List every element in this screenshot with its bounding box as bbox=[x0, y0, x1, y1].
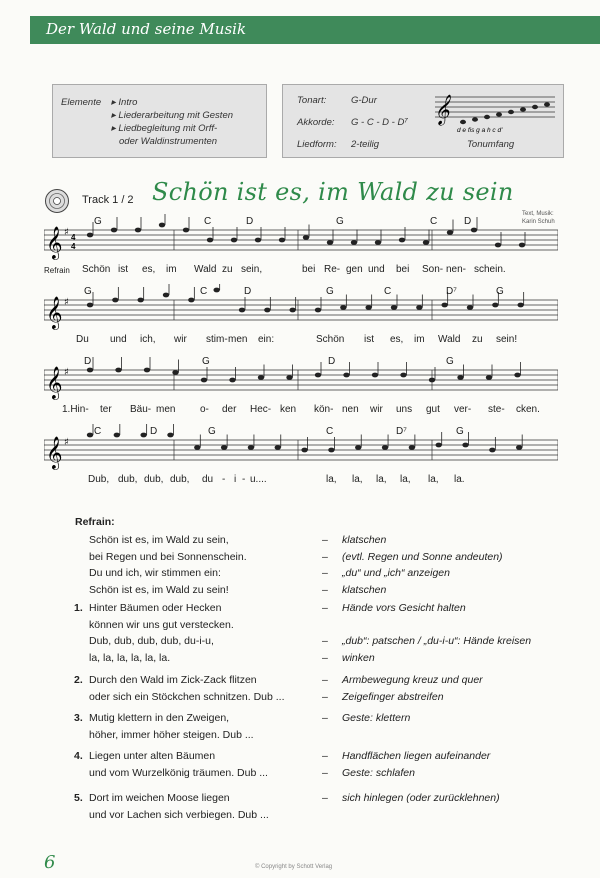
note-head bbox=[289, 308, 295, 313]
note-head bbox=[486, 375, 492, 380]
section-title: Der Wald und seine Musik bbox=[46, 20, 247, 38]
note-head bbox=[172, 370, 178, 375]
verse-action: Handflächen liegen aufeinander bbox=[342, 750, 491, 762]
tonart-label: Tonart: bbox=[297, 95, 327, 106]
action-dash: – bbox=[322, 792, 328, 804]
action-dash: – bbox=[322, 766, 328, 779]
chord-symbol: G bbox=[326, 286, 334, 297]
refrain-heading: Refrain: bbox=[75, 516, 115, 528]
lyric-syllable: o- bbox=[200, 404, 209, 415]
lyric-syllable: men bbox=[228, 334, 248, 345]
note-head bbox=[399, 238, 405, 243]
note-head bbox=[375, 240, 381, 245]
lyric-syllable: Wald bbox=[194, 264, 217, 275]
note-head bbox=[416, 305, 422, 310]
note-head bbox=[183, 228, 189, 233]
lyric-syllable: 1.Hin- bbox=[62, 404, 89, 415]
lyric-syllable: cken. bbox=[516, 404, 540, 415]
action-dash: – bbox=[322, 712, 328, 724]
lyric-syllable: - bbox=[242, 474, 246, 485]
refrain-action: klatschen bbox=[342, 534, 387, 546]
note-head bbox=[409, 445, 415, 450]
lyric-syllable: wir bbox=[174, 334, 187, 345]
note-head bbox=[423, 240, 429, 245]
lyric-syllable: la, bbox=[376, 474, 387, 485]
verse-line: Mutig klettern in den Zweigen, bbox=[89, 712, 230, 724]
note-head bbox=[343, 373, 349, 378]
verse-number: 2. bbox=[74, 674, 83, 686]
elemente-2: ▸ Liederarbeitung mit Gesten bbox=[111, 110, 234, 121]
note-head bbox=[115, 368, 121, 373]
verse-action: winken bbox=[342, 651, 375, 664]
note-head bbox=[229, 378, 235, 383]
note-head bbox=[135, 228, 141, 233]
lyric-syllable: Hec- bbox=[250, 404, 272, 415]
lyric-syllable: ein: bbox=[258, 334, 275, 345]
lyric-syllable: Schön bbox=[316, 334, 345, 345]
chord-symbol: D⁷ bbox=[396, 426, 407, 437]
note-head bbox=[495, 243, 501, 248]
lyric-syllable: Schön bbox=[82, 264, 111, 275]
action-dash: – bbox=[322, 567, 328, 579]
cd-icon bbox=[44, 188, 70, 214]
copyright: © Copyright by Schott Verlag bbox=[255, 864, 333, 870]
lyric-syllable: sein! bbox=[496, 334, 518, 345]
lyric-syllable: la, bbox=[400, 474, 411, 485]
elemente-4: oder Waldinstrumenten bbox=[119, 136, 218, 147]
note-head bbox=[517, 303, 523, 308]
note-head bbox=[239, 308, 245, 313]
lyric-syllable: es, bbox=[390, 334, 404, 345]
treble-clef-icon: 𝄞 bbox=[46, 226, 63, 259]
chord-symbol: C bbox=[204, 216, 212, 227]
note-head bbox=[255, 238, 261, 243]
verse-action: Geste: klettern bbox=[342, 712, 411, 724]
key-signature-icon: ♯ bbox=[64, 227, 69, 238]
action-dash: – bbox=[322, 651, 328, 664]
note-head bbox=[315, 308, 321, 313]
treble-clef-icon: 𝄞 bbox=[46, 296, 63, 329]
lyric-syllable: bei bbox=[302, 264, 316, 275]
lyric-syllable: es, bbox=[142, 264, 156, 275]
song-title: Schön ist es, im Wald zu sein bbox=[152, 178, 514, 206]
note-head bbox=[519, 243, 525, 248]
lyric-syllable: ter bbox=[100, 404, 112, 415]
refrain-line: Du und ich, wir stimmen ein: bbox=[89, 567, 221, 579]
song-info-box bbox=[282, 84, 564, 158]
note-head bbox=[231, 238, 237, 243]
liedform-value: 2-teilig bbox=[351, 139, 379, 150]
note-head bbox=[340, 305, 346, 310]
treble-clef-icon: 𝄞 bbox=[46, 366, 63, 399]
note-head bbox=[457, 375, 463, 380]
time-signature-icon: 4 bbox=[71, 242, 76, 251]
refrain-line: Schön ist es, im Wald zu sein, bbox=[89, 534, 229, 546]
lyric-syllable: im bbox=[166, 264, 177, 275]
chord-symbol: G bbox=[94, 216, 102, 227]
lyric-syllable: Wald bbox=[438, 334, 461, 345]
lyric-syllable: ken bbox=[280, 404, 297, 415]
note-head bbox=[492, 303, 498, 308]
svg-text:𝄞: 𝄞 bbox=[434, 95, 450, 125]
chord-symbol: D⁷ bbox=[446, 286, 457, 297]
chord-symbol: D bbox=[84, 356, 92, 367]
lyric-syllable: i bbox=[234, 474, 237, 485]
lyric-syllable: dub, bbox=[144, 474, 164, 485]
lyric-syllable: du bbox=[202, 474, 214, 485]
lyric-syllable: zu bbox=[472, 334, 483, 345]
verse-line: höher, immer höher steigen. Dub ... bbox=[89, 728, 254, 741]
note-head bbox=[315, 373, 321, 378]
refrain-marker: Refrain bbox=[44, 266, 70, 275]
track-indicator bbox=[44, 188, 164, 214]
treble-clef-icon: 𝄞 bbox=[46, 436, 63, 469]
lyric-syllable: gen bbox=[346, 264, 363, 275]
akkorde-label: Akkorde: bbox=[297, 117, 335, 128]
chord-symbol: D bbox=[150, 426, 158, 437]
note-head bbox=[87, 433, 93, 438]
note-head bbox=[201, 378, 207, 383]
lyric-syllable: bei bbox=[396, 264, 410, 275]
action-dash: – bbox=[322, 750, 328, 762]
lyric-syllable: nen bbox=[342, 404, 359, 415]
note-head bbox=[447, 230, 453, 235]
note-head bbox=[365, 305, 371, 310]
lyric-syllable: men bbox=[156, 404, 176, 415]
lyric-syllable: Re- bbox=[324, 264, 341, 275]
lyric-syllable: ver- bbox=[454, 404, 472, 415]
lyric-syllable: la. bbox=[454, 474, 465, 485]
chord-symbol: D bbox=[328, 356, 336, 367]
range-note-names: d e fis g a h c d' bbox=[457, 127, 503, 134]
verse-line: Dub, dub, dub, dub, du-i-u, bbox=[89, 635, 214, 647]
lyric-syllable: nen- bbox=[446, 264, 467, 275]
music-staff-4 bbox=[44, 424, 558, 494]
note-head bbox=[87, 233, 93, 238]
note-head bbox=[248, 445, 254, 450]
action-dash: – bbox=[322, 550, 328, 563]
note-head bbox=[207, 238, 213, 243]
lyric-syllable: Son- bbox=[422, 264, 444, 275]
verse-action: sich hinlegen (oder zurücklehnen) bbox=[342, 792, 500, 804]
song-credit: Text, Musik: Karin Schuh bbox=[522, 211, 555, 225]
note-head bbox=[275, 445, 281, 450]
refrain-line: bei Regen und bei Sonnenschein. bbox=[89, 550, 247, 563]
key-signature-icon: ♯ bbox=[64, 367, 69, 378]
note-head bbox=[159, 223, 165, 228]
note-head bbox=[258, 375, 264, 380]
lyric-syllable: Du bbox=[76, 334, 89, 345]
action-dash: – bbox=[322, 602, 328, 614]
verse-line: und vom Wurzelkönig träumen. Dub ... bbox=[89, 766, 268, 779]
lyric-syllable: zu bbox=[222, 264, 233, 275]
refrain-action: (evtl. Regen und Sonne andeuten) bbox=[342, 550, 503, 563]
key-signature-icon: ♯ bbox=[64, 297, 69, 308]
note-head bbox=[328, 448, 334, 453]
lyric-syllable: Dub, bbox=[88, 474, 110, 485]
note-head bbox=[400, 373, 406, 378]
lyric-syllable: ste- bbox=[488, 404, 505, 415]
section-header bbox=[30, 16, 600, 44]
lyric-syllable: uns bbox=[396, 404, 413, 415]
note-head bbox=[112, 298, 118, 303]
action-dash: – bbox=[322, 583, 328, 596]
chord-symbol: D bbox=[244, 286, 252, 297]
music-staff-1 bbox=[44, 214, 558, 284]
note-head bbox=[137, 298, 143, 303]
chord-symbol: C bbox=[384, 286, 392, 297]
chord-symbol: G bbox=[456, 426, 464, 437]
note-head bbox=[382, 445, 388, 450]
refrain-action: klatschen bbox=[342, 583, 387, 596]
chord-symbol: C bbox=[326, 426, 334, 437]
verse-line: la, la, la, la, la, la. bbox=[89, 651, 171, 664]
lyric-syllable: ist bbox=[118, 264, 128, 275]
verse-number: 3. bbox=[74, 712, 83, 724]
lyric-syllable: Bäu- bbox=[130, 404, 152, 415]
note-head bbox=[140, 433, 146, 438]
note-head bbox=[441, 303, 447, 308]
note-head bbox=[351, 240, 357, 245]
page-number: 6 bbox=[44, 852, 56, 873]
note-head bbox=[114, 433, 120, 438]
verse-number: 4. bbox=[74, 750, 83, 762]
lyric-syllable: kön- bbox=[314, 404, 334, 415]
note-head bbox=[87, 303, 93, 308]
chord-symbol: G bbox=[202, 356, 210, 367]
akkorde-value: G - C - D - D⁷ bbox=[351, 117, 408, 128]
tonumfang-label: Tonumfang bbox=[467, 139, 515, 150]
chord-symbol: G bbox=[496, 286, 504, 297]
verse-action: Geste: schlafen bbox=[342, 766, 415, 779]
verse-action: Hände vors Gesicht halten bbox=[342, 602, 466, 614]
refrain-line: Schön ist es, im Wald zu sein! bbox=[89, 583, 229, 596]
note-head bbox=[489, 448, 495, 453]
note-head bbox=[355, 445, 361, 450]
staff-svg bbox=[44, 354, 558, 424]
action-dash: – bbox=[322, 690, 328, 703]
liedform-label: Liedform: bbox=[297, 139, 337, 150]
verse-number: 1. bbox=[74, 602, 83, 614]
note-head bbox=[264, 308, 270, 313]
note-head bbox=[303, 235, 309, 240]
note-head bbox=[429, 378, 435, 383]
lyric-syllable: ich, bbox=[140, 334, 156, 345]
lyric-syllable: la, bbox=[428, 474, 439, 485]
note-head bbox=[163, 293, 169, 298]
lyric-syllable: im bbox=[414, 334, 425, 345]
lyric-syllable: der bbox=[222, 404, 237, 415]
note-head bbox=[221, 445, 227, 450]
note-head bbox=[111, 228, 117, 233]
verse-number: 5. bbox=[74, 792, 83, 804]
verse-line: oder sich ein Stöckchen schnitzen. Dub ... bbox=[89, 690, 285, 703]
chord-symbol: G bbox=[84, 286, 92, 297]
verse-action: Armbewegung kreuz und quer bbox=[342, 674, 483, 686]
verse-line: Durch den Wald im Zick-Zack flitzen bbox=[89, 674, 257, 686]
music-staff-3 bbox=[44, 354, 558, 424]
lyric-syllable: dub, bbox=[118, 474, 138, 485]
refrain-action: „du“ und „ich“ anzeigen bbox=[342, 567, 450, 579]
tonart-value: G-Dur bbox=[351, 95, 377, 106]
note-head bbox=[144, 368, 150, 373]
note-head bbox=[167, 433, 173, 438]
lyric-syllable: und bbox=[368, 264, 385, 275]
lyric-syllable: wir bbox=[370, 404, 383, 415]
chord-symbol: G bbox=[446, 356, 454, 367]
note-head bbox=[327, 240, 333, 245]
time-signature-icon: 4 bbox=[71, 233, 76, 242]
note-head bbox=[391, 305, 397, 310]
note-head bbox=[301, 448, 307, 453]
chord-symbol: D bbox=[464, 216, 472, 227]
lyric-syllable: sein, bbox=[241, 264, 263, 275]
elemente-1: ▸ Intro bbox=[111, 97, 138, 108]
note-head bbox=[462, 443, 468, 448]
verse-line: Hinter Bäumen oder Hecken bbox=[89, 602, 222, 614]
note-head bbox=[279, 238, 285, 243]
lyric-syllable: dub, bbox=[170, 474, 190, 485]
chord-symbol: D bbox=[246, 216, 254, 227]
lyric-syllable: la, bbox=[326, 474, 337, 485]
lyric-syllable: ist bbox=[364, 334, 374, 345]
elemente-label: Elemente bbox=[61, 97, 102, 108]
key-signature-icon: ♯ bbox=[64, 437, 69, 448]
note-head bbox=[514, 373, 520, 378]
note-head bbox=[467, 305, 473, 310]
chord-symbol: C bbox=[430, 216, 438, 227]
note-head bbox=[436, 443, 442, 448]
note-head bbox=[516, 445, 522, 450]
verse-line: Liegen unter alten Bäumen bbox=[89, 750, 216, 762]
lyric-syllable: stim- bbox=[206, 334, 228, 345]
lyric-syllable: la, bbox=[352, 474, 363, 485]
note-head bbox=[471, 228, 477, 233]
verse-line: und vor Lachen sich verbiegen. Dub ... bbox=[89, 808, 269, 821]
note-head bbox=[188, 298, 194, 303]
verse-line: Dort im weichen Moose liegen bbox=[89, 792, 230, 804]
lyric-syllable: - bbox=[222, 474, 226, 485]
note-head bbox=[213, 288, 219, 293]
lyric-syllable: schein. bbox=[474, 264, 506, 275]
track-label: Track 1 / 2 bbox=[82, 194, 134, 206]
note-head bbox=[87, 368, 93, 373]
note-head bbox=[372, 373, 378, 378]
chord-symbol: C bbox=[200, 286, 208, 297]
elements-box bbox=[52, 84, 267, 158]
range-staff-icon bbox=[433, 89, 558, 135]
chord-symbol: C bbox=[94, 426, 102, 437]
verse-action: „dub“: patschen / „du-i-u“: Hände kreisen bbox=[342, 635, 532, 647]
lyric-syllable: u.... bbox=[250, 474, 267, 485]
chord-symbol: G bbox=[336, 216, 344, 227]
note-head bbox=[194, 445, 200, 450]
verse-action: Zeigefinger abstreifen bbox=[342, 690, 444, 703]
elemente-3: ▸ Liedbegleitung mit Orff- bbox=[111, 123, 218, 134]
action-dash: – bbox=[322, 674, 328, 686]
action-dash: – bbox=[322, 635, 328, 647]
note-head bbox=[286, 375, 292, 380]
chord-symbol: G bbox=[208, 426, 216, 437]
action-dash: – bbox=[322, 534, 328, 546]
lyric-syllable: und bbox=[110, 334, 127, 345]
lyric-syllable: gut bbox=[426, 404, 440, 415]
music-staff-2 bbox=[44, 284, 558, 354]
verse-line: können wir uns gut verstecken. bbox=[89, 618, 234, 631]
